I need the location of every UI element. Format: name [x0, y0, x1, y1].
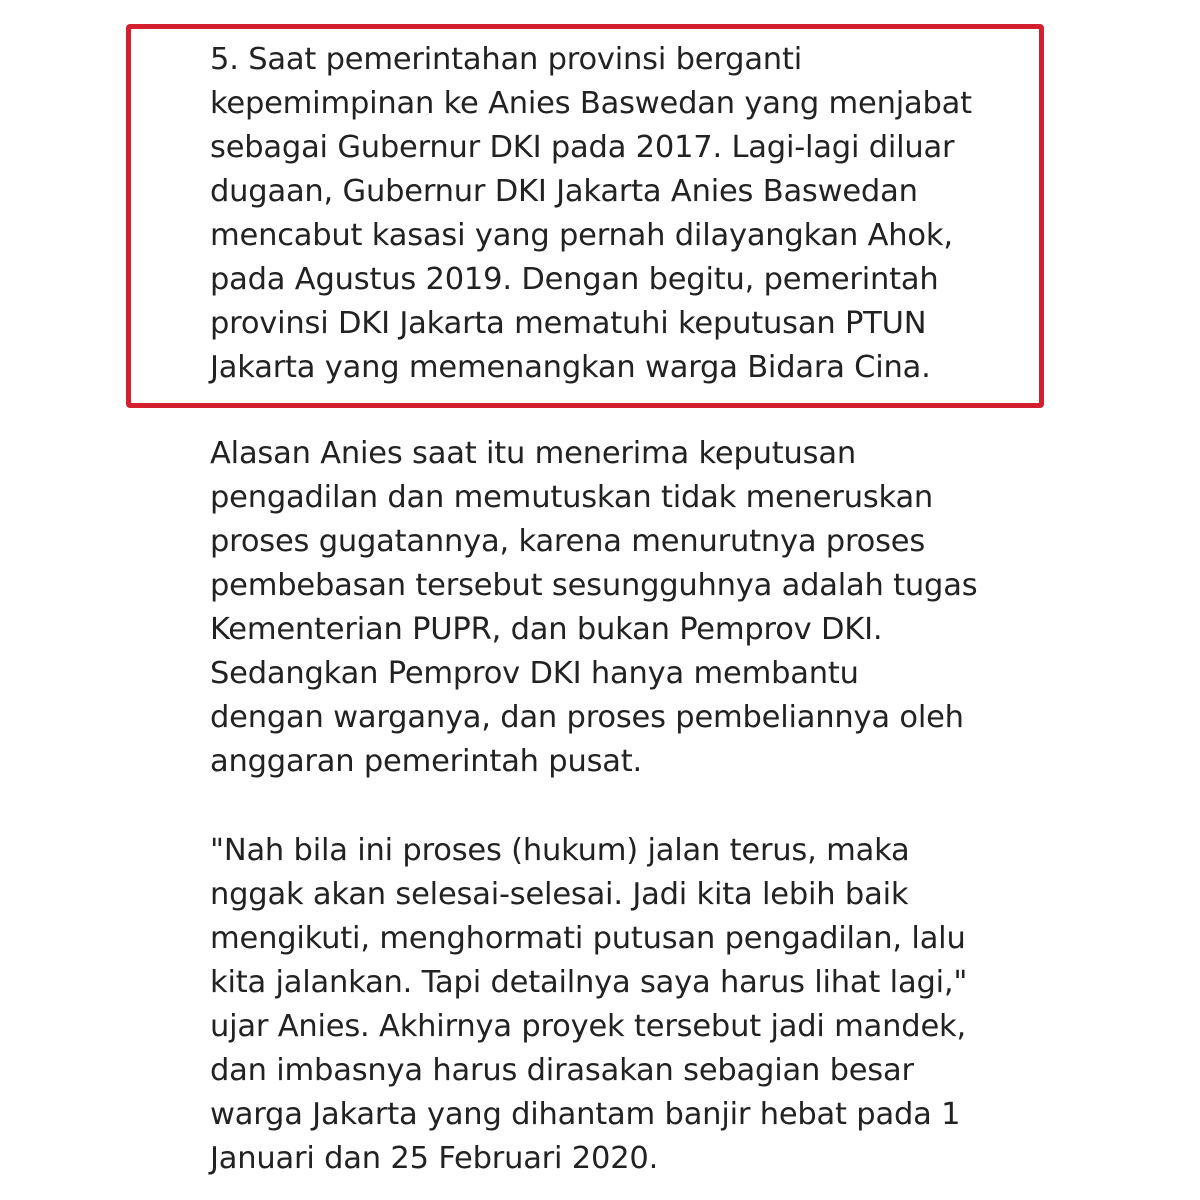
text-line: mencabut kasasi yang pernah dilayangkan Ahok, [210, 218, 953, 253]
text-line: 5. Saat pemerintahan provinsi berganti [210, 42, 802, 77]
text-line: mengikuti, menghormati putusan pengadilan, lalu [210, 921, 966, 956]
text-line: ujar Anies. Akhirnya proyek tersebut jadi mandek, [210, 1009, 966, 1044]
text-line: Kementerian PUPR, dan bukan Pemprov DKI. [210, 612, 883, 647]
text-line: nggak akan selesai-selesai. Jadi kita lebih baik [210, 877, 909, 912]
paragraph-point-5 [210, 38, 972, 390]
text-line: dengan warganya, dan proses pembeliannya oleh [210, 700, 964, 735]
text-line: Sedangkan Pemprov DKI hanya membantu [210, 656, 859, 691]
text-line: warga Jakarta yang dihantam banjir hebat pada 1 [210, 1097, 961, 1132]
text-line: dan imbasnya harus dirasakan sebagian besar [210, 1053, 914, 1088]
text-line: dugaan, Gubernur DKI Jakarta Anies Baswedan [210, 174, 918, 209]
paragraph-quote [210, 829, 967, 1181]
text-line: pada Agustus 2019. Dengan begitu, pemerintah [210, 262, 939, 297]
text-line: provinsi DKI Jakarta mematuhi keputusan PTUN [210, 306, 927, 341]
text-line: kepemimpinan ke Anies Baswedan yang menjabat [210, 86, 972, 121]
text-line: Jakarta yang memenangkan warga Bidara Cina. [210, 350, 931, 385]
text-line: pembebasan tersebut sesungguhnya adalah tugas [210, 568, 978, 603]
text-line: Januari dan 25 Februari 2020. [210, 1141, 659, 1176]
text-line: kita jalankan. Tapi detailnya saya harus lihat lagi," [210, 965, 968, 1000]
paragraph-reason [210, 432, 977, 784]
text-line: Alasan Anies saat itu menerima keputusan [210, 436, 856, 471]
text-line: pengadilan dan memutuskan tidak meneruskan [210, 480, 934, 515]
text-line: sebagai Gubernur DKI pada 2017. Lagi-lagi diluar [210, 130, 955, 165]
text-line: anggaran pemerintah pusat. [210, 744, 643, 779]
text-line: "Nah bila ini proses (hukum) jalan terus, maka [210, 833, 910, 868]
text-line: proses gugatannya, karena menurutnya proses [210, 524, 926, 559]
